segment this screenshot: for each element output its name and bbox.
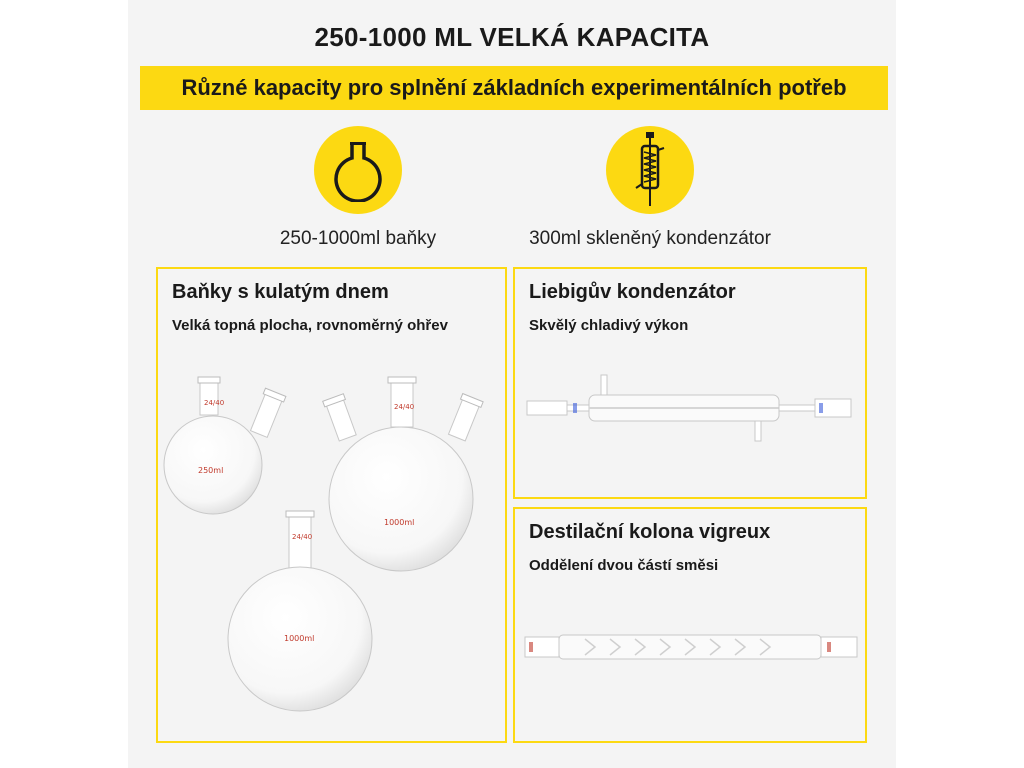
product-sheet	[128, 0, 896, 768]
panel-condenser-subtitle: Skvělý chladivý výkon	[529, 317, 689, 334]
three-neck-flask-1000ml	[323, 377, 483, 571]
feature-condenser-label: 300ml skleněný kondenzátor	[529, 228, 771, 249]
flask-volume-label: 1000ml	[384, 518, 415, 527]
feature-flasks	[208, 126, 508, 250]
joint-label: 24/40	[204, 399, 225, 407]
round-flask-icon	[314, 126, 402, 214]
condenser-illustration	[515, 365, 865, 455]
vigreux-column-illustration	[515, 615, 865, 685]
panel-flasks-title: Baňky s kulatým dnem	[172, 281, 389, 303]
panel-flasks-subtitle: Velká topná plocha, rovnoměrný ohřev	[172, 317, 448, 334]
panel-column-title: Destilační kolona vigreux	[529, 521, 771, 543]
joint-label: 24/40	[292, 533, 313, 541]
panel-condenser	[513, 267, 867, 499]
feature-flasks-label: 250-1000ml baňky	[279, 228, 437, 249]
subtitle-text: Různé kapacity pro splnění základních experimentálních potřeb	[181, 75, 847, 100]
flask-volume-label: 250ml	[198, 466, 224, 475]
subtitle-banner	[140, 66, 888, 110]
joint-label: 24/40	[394, 403, 415, 411]
condenser-icon	[606, 126, 694, 214]
panel-column-subtitle: Oddělení dvou částí směsi	[529, 557, 719, 574]
feature-condenser	[500, 126, 800, 250]
panel-condenser-title: Liebigův kondenzátor	[529, 281, 736, 303]
flask-volume-label: 1000ml	[284, 634, 315, 643]
panel-column	[513, 507, 867, 743]
page-title: 250-1000 ML VELKÁ KAPACITA	[314, 22, 710, 52]
two-neck-flask-250ml	[164, 377, 286, 514]
flasks-illustration	[158, 339, 505, 739]
panel-flasks	[156, 267, 507, 743]
